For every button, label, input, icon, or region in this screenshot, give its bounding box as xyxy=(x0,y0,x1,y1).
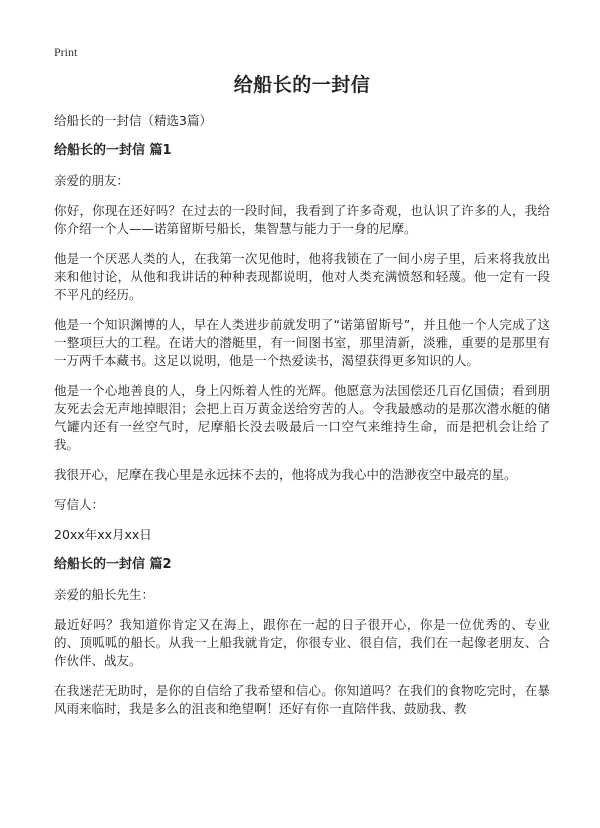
document-subtitle: 给船长的一封信（精选3篇） xyxy=(54,113,212,128)
letter-2-paragraph: 在我迷茫无助时，是你的自信给了我希望和信心。你知道吗？在我们的食物吃完时，在暴风雨来临时，我是多么的沮丧和绝望啊！还好有你一直陪伴我、鼓励我、教 xyxy=(54,683,550,716)
letter-1-heading: 给船长的一封信 篇1 xyxy=(54,143,172,158)
letter-2-greeting: 亲爱的船长先生： xyxy=(54,587,155,602)
letter-2-paragraph: 最近好吗？我知道你肯定又在海上，跟你在一起的日子很开心，你是一位优秀的、专业的、顶呱呱的船长。从我一上船我就肯定，你很专业、很自信，我们在一起像老朋友、合作伙伴、战友。 xyxy=(54,617,550,668)
print-link[interactable]: Print xyxy=(54,45,78,59)
letter-1-paragraph: 你好，你现在还好吗？在过去的一段时间，我看到了许多奇观，也认识了许多的人，我给你介绍一个人——诺第留斯号船长，集智慧与能力于一身的尼摩。 xyxy=(54,203,550,236)
letter-1-date: 20xx年xx月xx日 xyxy=(54,527,152,542)
letter-1-greeting: 亲爱的朋友： xyxy=(54,173,130,188)
letter-1-paragraph: 他是一个知识渊博的人，早在人类进步前就发明了“诺第留斯号”，并且他一个人完成了这一整项巨大的工程。在诺大的潜艇里，有一间图书室，那里清新，淡雅，重要的是那里有一万两千本藏书。这足以说明，他是一个热爱读书，渴望获得更多知识的人。 xyxy=(54,317,550,368)
letter-1-paragraph: 他是一个心地善良的人，身上闪烁着人性的光辉。他愿意为法国偿还几百亿国债；看到朋友死去会无声地掉眼泪；会把上百万黄金送给穷苦的人。令我最感动的是那次潜水艇的储气罐内还有一丝空气时，尼摩船长没去吸最后一口空气来维持生命，而是把机会让给了我。 xyxy=(54,383,550,452)
letter-1-paragraph: 我很开心，尼摩在我心里是永远抹不去的，他将成为我心中的浩渺夜空中最亮的星。 xyxy=(54,467,517,482)
page-title: 给船长的一封信 xyxy=(233,74,371,96)
letter-1-signature: 写信人： xyxy=(54,497,105,512)
letter-1-paragraph: 他是一个厌恶人类的人，在我第一次见他时，他将我锁在了一间小房子里，后来将我放出来和他讨论，从他和我讲话的种种表现都说明，他对人类充满愤怒和轻蔑。他一定有一段不平凡的经历。 xyxy=(54,251,550,302)
letter-2-heading: 给船长的一封信 篇2 xyxy=(54,557,172,572)
